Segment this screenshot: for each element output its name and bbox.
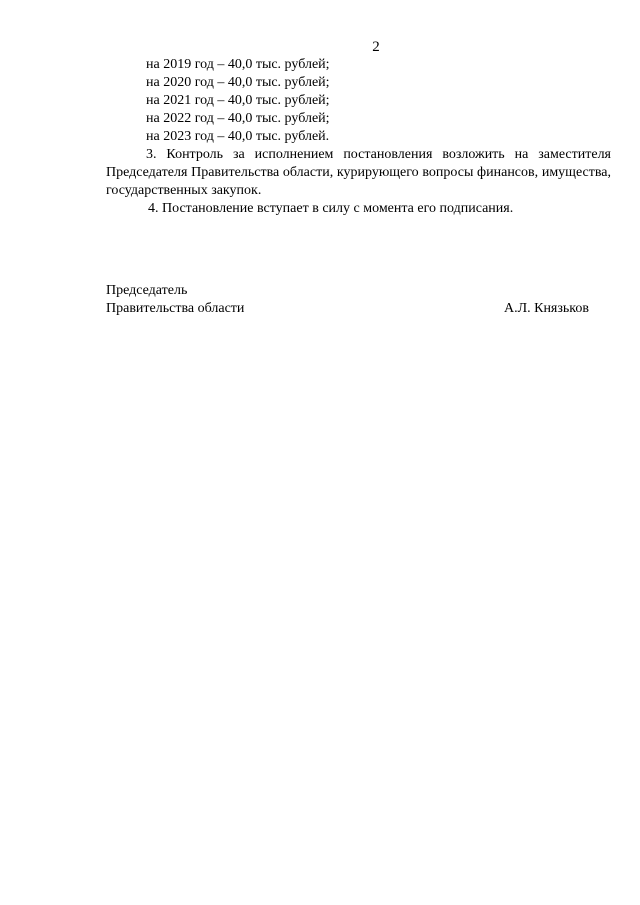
signatory-title-line-1: Председатель xyxy=(106,283,188,298)
signatory-title-line-2: Правительства области xyxy=(106,301,245,316)
paragraph-effective-date: 4. Постановление вступает в силу с момента его подписания. xyxy=(148,201,514,216)
funding-line-2022: на 2022 год – 40,0 тыс. рублей; xyxy=(146,111,330,126)
funding-line-2021: на 2021 год – 40,0 тыс. рублей; xyxy=(146,93,330,108)
signature-block xyxy=(106,282,589,318)
funding-line-2023: на 2023 год – 40,0 тыс. рублей. xyxy=(146,129,330,144)
document-body xyxy=(106,56,611,218)
signatory-name: А.Л. Князьков xyxy=(504,301,589,316)
funding-line-2020: на 2020 год – 40,0 тыс. рублей; xyxy=(146,75,330,90)
funding-line-2019: на 2019 год – 40,0 тыс. рублей; xyxy=(146,57,330,72)
page-number: 2 xyxy=(372,39,380,55)
paragraph-control: 3. Контроль за исполнением постановления возложить на заместителя Председателя Правительства области, курирующего вопросы финансов, имущества, государственных закупок. xyxy=(106,147,611,198)
signature-row xyxy=(106,300,589,318)
